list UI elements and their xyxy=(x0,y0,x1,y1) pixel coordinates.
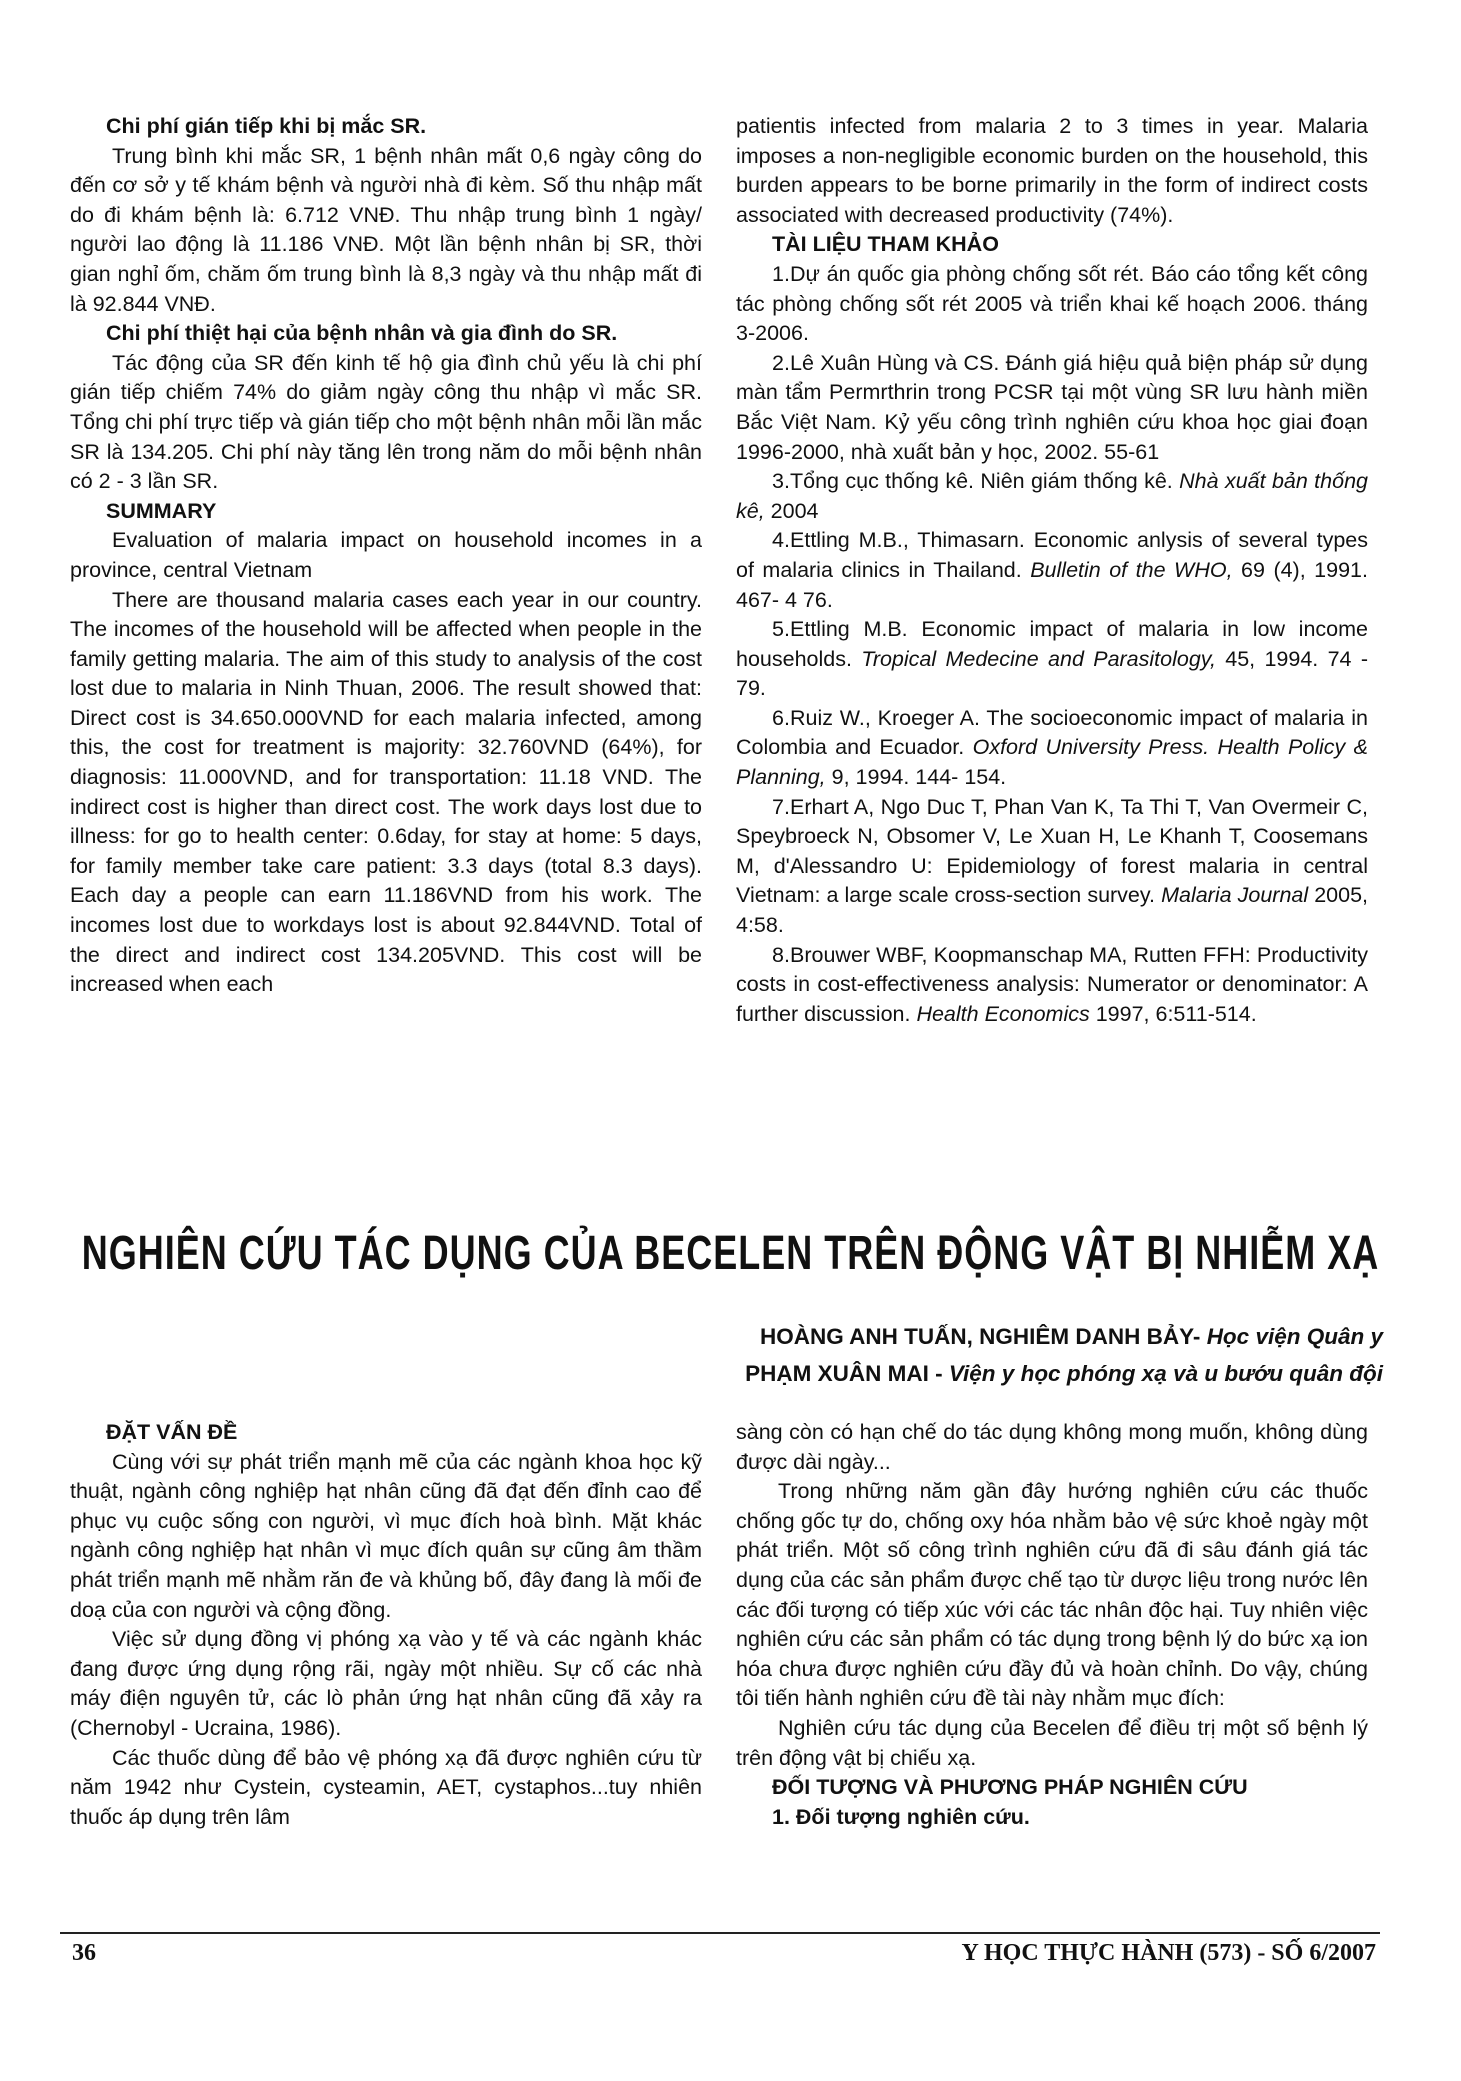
author-names-1: HOÀNG ANH TUẤN, NGHIÊM DANH BẢY- xyxy=(760,1324,1207,1349)
objective-paragraph: Nghiên cứu tác dụng của Becelen để điều trị một số bệnh lý trên động vật bị chiếu xạ. xyxy=(736,1715,1368,1770)
reference-details: 2005, 4:58. xyxy=(736,883,1368,938)
summary-text: There are thousand malaria cases each year in our country. The incomes of the household will be affected when people in the family getting malaria. The aim of this study to analysis of the cost lost due to malaria in Ninh Thuan, 2006. The result showed that: Direct cost is 34.650.000VND for each malaria infected, among this, the cost for treatment is majority: 32.760VND (64%), for diagnosis: 11.000VND, and for transportation: 11.18 VND. The indirect cost is higher than direct cost. The work days lost due to illness: for go to health center: 0.6day, for stay at home: 5 days, for family member take care patient: 3.3 days (total 8.3 days). Each day a people can earn 11.186VND from his work. The incomes lost due to workdays lost is about 92.844VND. Total of the direct and indirect cost 134.205VND. This cost will be increased when each xyxy=(70,587,702,997)
reference-text: Erhart A, Ngo Duc T, Phan Van K, Ta Thi T, Van Overmeir C, Speybroeck N, Obsomer V, Le Xuan H, Le Khanh T, Coosemans M, d'Alessandro U: Epidemiology of forest malaria in central Vietnam: a large scale cross-section survey. xyxy=(736,794,1368,908)
reference-number: 3. xyxy=(772,469,790,494)
reference-source: Health Economics xyxy=(916,1001,1090,1026)
reference-source: Nhà xuất bản thống kê, xyxy=(736,469,1368,523)
footer-rule xyxy=(60,1932,1380,1934)
reference-text: Ruiz W., Kroeger A. The socioeconomic impact of malaria in Colombia and Ecuador. xyxy=(736,705,1368,760)
reference-source: Oxford University Press. Health Policy & Planning, xyxy=(736,735,1368,790)
reference-list xyxy=(736,260,1368,1029)
top-right-column xyxy=(736,112,1368,1029)
reference-text: Ettling M.B., Thimasarn. Economic anlysis of several types of malaria clinics in Thailand. xyxy=(736,528,1368,582)
reference-number: 2. xyxy=(772,350,790,375)
author-line-2 xyxy=(745,1355,1383,1392)
page-number: 36 xyxy=(72,1940,96,1966)
bottom-left-column xyxy=(70,1418,702,1832)
author-affiliation-1: Học viện Quân y xyxy=(1206,1324,1383,1349)
reference-source: Tropical Medecine and Parasitology, xyxy=(861,646,1216,671)
reference-details: 69 (4), 1991. 467- 4 76. xyxy=(736,557,1368,612)
reference-details: 9, 1994. 144- 154. xyxy=(825,765,1007,790)
introduction-paragraph-3: Các thuốc dùng để bảo vệ phóng xạ đã được nghiên cứu từ năm 1942 như Cystein, cysteamin, AET, cystaphos...tuy nhiên thuốc áp dụng trên lâm xyxy=(70,1745,702,1829)
reference-text: Brouwer WBF, Koopmanschap MA, Rutten FFH: Productivity costs in cost-effectiveness analysis: Numerator or denominator: A further discussion. xyxy=(736,942,1368,1026)
reference-number: 1. xyxy=(772,261,790,286)
reference-text: Tổng cục thống kê. Niên giám thống kê. xyxy=(790,469,1180,494)
reference-number: 4. xyxy=(772,528,790,553)
reference-number: 7. xyxy=(772,794,790,819)
introduction-paragraph-4: sàng còn có hạn chế do tác dụng không mong muốn, không dùng được dài ngày... xyxy=(736,1420,1368,1474)
methods-heading: ĐỐI TƯỢNG VÀ PHƯƠNG PHÁP NGHIÊN CỨU xyxy=(772,1775,1248,1800)
reference-item xyxy=(736,704,1368,793)
introduction-heading: ĐẶT VẤN ĐỀ xyxy=(106,1420,238,1444)
indirect-cost-heading: Chi phí gián tiếp khi bị mắc SR. xyxy=(106,114,427,138)
reference-details: 1997, 6:511-514. xyxy=(1089,1001,1257,1026)
reference-text: Lê Xuân Hùng và CS. Đánh giá hiệu quả biện pháp sử dụng màn tẩm Permrthrin trong PCSR tại một vùng SR lưu hành miền Bắc Việt Nam. Kỷ yếu công trình nghiên cứu khoa học giai đoạn 1996-2000, nhà xuất bản y học, 2002. 55-61 xyxy=(736,350,1368,464)
reference-item xyxy=(736,467,1368,526)
reference-source: Malaria Journal xyxy=(1161,883,1309,908)
introduction-paragraph-5: Trong những năm gần đây hướng nghiên cứu các thuốc chống gốc tự do, chống oxy hóa nhằm bảo vệ sức khoẻ ngày một phát triển. Một số công trình nghiên cứu đã đi sâu đánh giá tác dụng của các sản phẩm được chế tạo từ dược liệu trong nước lên các đối tượng có tiếp xúc với các tác nhân độc hại. Tuy nhiên việc nghiên cứu các sản phẩm có tác dụng trong bệnh lý do bức xạ ion hóa chưa được nghiên cứu đầy đủ và hoàn chỉnh. Do vậy, chúng tôi tiến hành nghiên cứu đề tài này nhằm mục đích: xyxy=(736,1479,1368,1711)
references-heading: TÀI LIỆU THAM KHẢO xyxy=(772,232,999,257)
reference-text: Ettling M.B. Economic impact of malaria in low income households. xyxy=(736,617,1368,671)
introduction-paragraph-2: Việc sử dụng đồng vị phóng xạ vào y tế và các ngành khác đang được ứng dụng rộng rãi, ngày một nhiều. Sự cố các nhà máy điện nguyên tử, các lò phản ứng hạt nhân cũng đã xảy ra (Chernobyl - Ucraina, 1986). xyxy=(70,1627,702,1740)
author-line-1 xyxy=(745,1318,1383,1355)
reference-details: 45, 1994. 74 - 79. xyxy=(736,646,1368,701)
reference-number: 5. xyxy=(772,617,790,642)
damage-cost-paragraph: Tác động của SR đến kinh tế hộ gia đình chủ yếu là chi phí gián tiếp chiếm 74% do giảm ngày công thu nhập vì mắc SR. Tổng chi phí trực tiếp và gián tiếp cho một bệnh nhân mỗi lần mắc SR là 134.205. Chi phí này tăng lên trong năm do mỗi bệnh nhân có 2 - 3 lần SR. xyxy=(70,350,702,494)
damage-cost-heading: Chi phí thiệt hại của bệnh nhân và gia đình do SR. xyxy=(106,321,618,346)
reference-details: 2004 xyxy=(764,498,819,523)
reference-source: Bulletin of the WHO, xyxy=(1030,557,1233,582)
reference-item xyxy=(736,941,1368,1030)
reference-number: 8. xyxy=(772,942,790,967)
indirect-cost-paragraph: Trung bình khi mắc SR, 1 bệnh nhân mất 0,6 ngày công do đến cơ sở y tế khám bệnh và người nhà đi kèm. Số thu nhập mất do đi khám bệnh là: 6.712 VNĐ. Thu nhập trung bình 1 ngày/ người lao động là 11.186 VNĐ. Một lần bệnh nhân bị SR, thời gian nghỉ ốm, chăm ốm trung bình là 8,3 ngày và thu nhập mất đi là 92.844 VNĐ. xyxy=(70,143,702,316)
author-affiliation-2: Viện y học phóng xạ và u bướu quân đội xyxy=(948,1361,1383,1386)
reference-number: 6. xyxy=(772,705,790,730)
article-title: NGHIÊN CỨU TÁC DỤNG CỦA BECELEN TRÊN ĐỘNG VẬT BỊ NHIỄM XẠ xyxy=(81,1224,1380,1280)
bottom-right-column xyxy=(736,1418,1368,1832)
summary-heading: SUMMARY xyxy=(106,498,217,523)
summary-title: Evaluation of malaria impact on household incomes in a province, central Vietnam xyxy=(70,528,702,582)
summary-continuation: patientis infected from malaria 2 to 3 times in year. Malaria imposes a non-negligible economic burden on the household, this burden appears to be borne primarily in the form of indirect costs associated with decreased productivity (74%). xyxy=(736,114,1368,227)
reference-item xyxy=(736,615,1368,704)
top-left-column xyxy=(70,112,702,1000)
reference-item xyxy=(736,349,1368,467)
author-names-2: PHẠM XUÂN MAI - xyxy=(745,1361,949,1386)
reference-item xyxy=(736,793,1368,941)
journal-reference: Y HỌC THỰC HÀNH (573) - SỐ 6/2007 xyxy=(961,1940,1376,1966)
subjects-heading: 1. Đối tượng nghiên cứu. xyxy=(772,1804,1030,1829)
reference-item xyxy=(736,526,1368,615)
introduction-paragraph-1: Cùng với sự phát triển mạnh mẽ của các ngành khoa học kỹ thuật, ngành công nghiệp hạt nhân cũng đã đạt đến đỉnh cao để phục vụ cuộc sống con người, vì mục đích hoà bình. Mặt khác ngành công nghiệp hạt nhân vì mục đích quân sự cũng âm thầm phát triển mạnh mẽ nhằm răn đe và khủng bố, đây đang là mối đe doạ của con người và cộng đồng. xyxy=(70,1449,702,1622)
reference-item xyxy=(736,260,1368,349)
reference-text: Dự án quốc gia phòng chống sốt rét. Báo cáo tổng kết công tác phòng chống sốt rét 2005 và triển khai kế hoạch 2006. tháng 3-2006. xyxy=(736,261,1368,346)
author-block xyxy=(745,1318,1383,1392)
